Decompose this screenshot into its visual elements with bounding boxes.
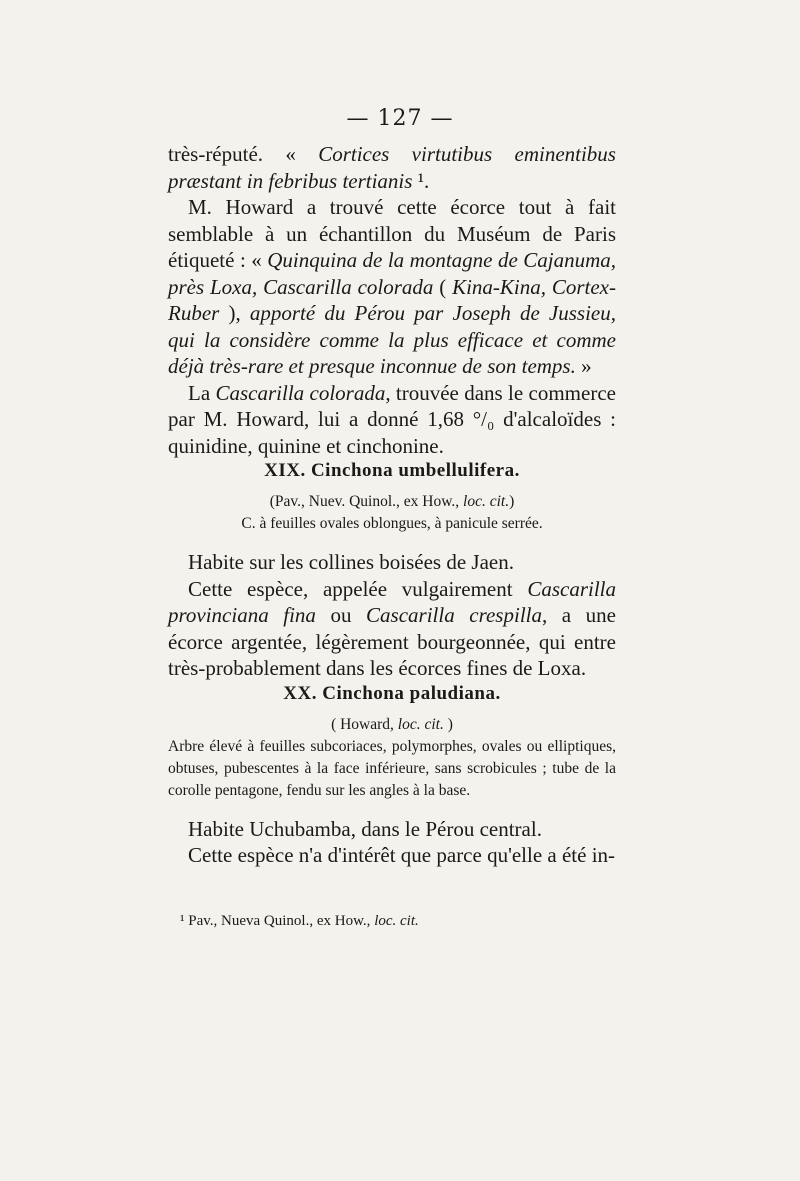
text-run: ¹ Pav., Nueva Quinol., ex How., bbox=[180, 913, 375, 929]
text-run: ou bbox=[315, 603, 367, 627]
page-body bbox=[168, 141, 616, 869]
page-number: — 127 — bbox=[346, 106, 454, 131]
paragraph-2 bbox=[168, 194, 616, 380]
citation-xix bbox=[168, 491, 616, 513]
text-run: Cette espèce, appelée vulgairement bbox=[188, 576, 528, 601]
paragraph-1 bbox=[168, 141, 616, 194]
latin-quote: Cortices virtutibus eminentibus præstant in febribus tertianis bbox=[168, 142, 616, 193]
text-run: , trouvée dans le commerce par M. Howard, lui a donné 1,68 °/₀ d'alcaloïdes : quinidine, quinine et cinchonine. bbox=[168, 380, 616, 458]
italic-run: Quinquina de la montagne de Cajanuma, près Loxa, Cascarilla colorada bbox=[168, 248, 616, 299]
italic-run: loc. cit. bbox=[397, 715, 444, 733]
citation-xx bbox=[168, 714, 616, 736]
italic-run: apporté du Pérou par Joseph de Jussieu, qui la considère comme la plus efficace et comme déjà très-rare et presque inconnue de son temps. bbox=[168, 301, 617, 378]
text-run: , a une écorce argentée, légèrement bourgeonnée, qui entre très-probablement dans les écorces fines de Loxa. bbox=[168, 603, 617, 680]
italic-run: loc. cit. bbox=[374, 913, 419, 929]
text-run: La bbox=[188, 380, 216, 405]
paragraph-3 bbox=[168, 380, 616, 460]
description-xix: C. à feuilles ovales oblongues, à panicule serrée. bbox=[241, 515, 543, 532]
text-run: » bbox=[575, 354, 592, 378]
footnote bbox=[180, 913, 620, 930]
text-run: ) bbox=[443, 715, 453, 733]
italic-run: Cascarilla crespilla bbox=[366, 603, 542, 627]
text-run: ) bbox=[509, 493, 515, 510]
text-run: très-réputé. « bbox=[168, 142, 319, 166]
italic-run: Cascarilla colorada bbox=[215, 380, 386, 405]
description-xx: Arbre élevé à feuilles subcoriaces, polymorphes, ovales ou elliptiques, obtuses, pubescentes à la face inférieure, sans scrobicules ; tube de la corolle pentagone, fendu sur les angles à la base. bbox=[168, 737, 616, 799]
text-run: (Pav., Nuev. Quinol., ex How., bbox=[269, 493, 464, 510]
italic-run: Kina-Kina, Cortex-Ruber bbox=[168, 274, 617, 325]
footnote-ref: ¹. bbox=[412, 168, 430, 193]
text-run: ), bbox=[219, 301, 250, 325]
italic-run: Cascarilla provinciana fina bbox=[168, 576, 616, 627]
paragraph-7: Cette espèce n'a d'intérêt que parce qu'elle a été in- bbox=[188, 843, 616, 867]
text-run: ( bbox=[433, 274, 453, 299]
paragraph-4: Habite sur les collines boisées de Jaen. bbox=[188, 550, 514, 574]
section-heading-xx: XX. Cinchona paludiana. bbox=[283, 682, 501, 704]
paragraph-5 bbox=[168, 576, 616, 682]
italic-run: loc. cit. bbox=[463, 493, 510, 510]
section-heading-xix: XIX. Cinchona umbellulifera. bbox=[264, 460, 520, 481]
paragraph-6: Habite Uchubamba, dans le Pérou central. bbox=[188, 816, 542, 841]
text-run: ( Howard, bbox=[331, 715, 398, 733]
text-run: M. Howard a trouvé cette écorce tout à fait semblable à un échantillon du Muséum de Paris étiqueté : « bbox=[168, 195, 616, 272]
